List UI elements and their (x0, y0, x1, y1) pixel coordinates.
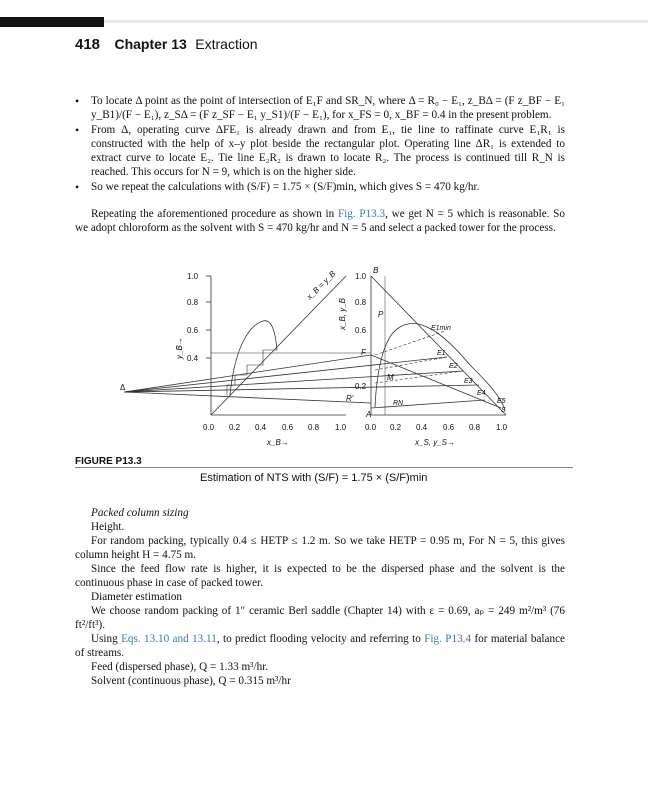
point-label: E1min (431, 325, 451, 332)
point-label: F (361, 348, 366, 357)
hypotenuse (371, 276, 506, 415)
tick-label: 0.2 (229, 423, 241, 432)
point-label: Δ (120, 383, 126, 392)
tick-label: 0.2 (355, 382, 367, 391)
binodal-curve (375, 323, 505, 410)
para-text: for material balance of streams. (75, 633, 566, 659)
paragraph: Solvent (continuous phase), Q = 0.315 m³/hr (91, 675, 291, 687)
figure-label: FIGURE P13.3 (75, 456, 142, 467)
point-label: E2 (449, 363, 458, 370)
operating-line (124, 392, 371, 403)
subheading: Height. (91, 521, 125, 533)
tick-label: 0.6 (355, 326, 367, 335)
point-label: E3 (464, 378, 473, 385)
chapter-label: Chapter 13 (114, 36, 187, 52)
tick-label: 0.8 (187, 298, 199, 307)
raffinate-line (371, 400, 485, 408)
figure-link[interactable]: Fig. P13.4 (424, 633, 472, 645)
tick-label: 1.0 (187, 272, 199, 281)
tick-label: 0.6 (443, 423, 455, 432)
diagonal-label: x_B = y_B (305, 269, 338, 302)
tick-label: 0.2 (390, 423, 402, 432)
tick-label: 1.0 (355, 272, 367, 281)
point-label: M (387, 373, 394, 382)
bullet-item: • So we repeat the calculations with (S/F) = 1.75 × (S/F)min, which gives S = 470 kg/hr. (75, 180, 565, 194)
packed-column-section (75, 506, 565, 688)
page-header (75, 36, 258, 54)
equation-link[interactable]: Eqs. 13.10 and 13.11 (121, 633, 217, 645)
para-text: , to predict flooding velocity and referring to (216, 633, 421, 645)
tick-label: 0.4 (416, 423, 428, 432)
figure-diagram (75, 255, 575, 455)
point-label: B (373, 266, 379, 275)
figure-link[interactable]: Fig. P13.3 (337, 208, 386, 220)
tick-label: 0.0 (203, 423, 215, 432)
subheading: Diameter estimation (91, 591, 183, 603)
left-x-label: x_B→ (267, 438, 289, 447)
bullet-list (75, 94, 565, 195)
point-label: E5 (497, 398, 506, 405)
right-x-label: x_S, y_S→ (415, 438, 456, 447)
figure-rule (75, 467, 573, 468)
paragraph: For random packing, typically 0.4 ≤ HETP ≤ 1.2 m. So we take HETP = 0.95 m, For N = 5, this gives column height H = 4.75 m. (75, 535, 565, 561)
tick-label: 0.6 (282, 423, 294, 432)
point-label: A (366, 410, 372, 419)
left-plot (206, 276, 346, 415)
tick-label: 0.4 (255, 423, 267, 432)
header-tab (0, 17, 104, 27)
tick-label: 0.4 (187, 354, 199, 363)
tick-label: 1.0 (335, 423, 347, 432)
point-label: RN (393, 400, 404, 407)
para-text: , we get N = 5 which is reasonable. So we adopt chloroform as the solvent with S = 470 kg/hr and N = 5 and select a packed tower for the process. (75, 208, 565, 234)
operating-line (124, 355, 371, 392)
left-y-label: y_B→ (175, 337, 184, 359)
tick-label: 1.0 (496, 423, 508, 432)
paragraph (75, 632, 565, 660)
section-heading: Packed column sizing (91, 507, 189, 519)
point-label: P (378, 310, 384, 319)
page-number: 418 (75, 36, 101, 53)
bullet-item: • To locate Δ point as the point of intersection of E₁F and SR_N, where Δ = R₀ − E₁, z_BΔ = (F z_BF − E₁ y_B1)/(F − E₁), z_SΔ = (F z_SF − E₁ y_S1)/(F − E₁), for x_FS = 0, x_BF = 0.4 in the present problem. (75, 94, 565, 122)
paragraph-repeat (75, 207, 565, 235)
tick-label: 0.8 (469, 423, 481, 432)
point-label: E4 (477, 390, 486, 397)
point-label: R' (346, 394, 354, 403)
para-text: Using (91, 633, 118, 645)
right-y-label: x_B, y_B (338, 297, 347, 330)
tick-label: 0.8 (355, 298, 367, 307)
bullet-item: • From Δ, operating curve ΔFE₁ is already drawn and from E₁, tie line to raffinate curve E₁R₁ is constructed with the help of x–y plot beside the rectangular plot. Operating line ΔR₁ is extended to extract curve to locate E₂. Tie line E₂R₂ is drawn to locate R₂. The process is continued till R_N is reached. This occurs for N = 9, which is on the higher side. (75, 123, 565, 179)
point-label: S (501, 407, 506, 414)
paragraph: Feed (dispersed phase), Q = 1.33 m³/hr. (91, 661, 269, 673)
paragraph: We choose random packing of 1″ ceramic Berl saddle (Chapter 14) with ε = 0.69, aₚ = 249 m²/m³ (76 ft²/ft³). (75, 605, 565, 631)
tick-label: 0.6 (187, 326, 199, 335)
chapter-title: Extraction (195, 36, 258, 52)
tick-label: 0.8 (308, 423, 320, 432)
tick-label: 0.0 (365, 423, 377, 432)
diagonal-line (211, 276, 346, 415)
para-text: Repeating the aforementioned procedure as shown in (91, 208, 335, 220)
point-label: E1 (437, 350, 446, 357)
figure-caption: Estimation of NTS with (S/F) = 1.75 × (S/F)min (200, 472, 428, 484)
paragraph: Since the feed flow rate is higher, it is expected to be the dispersed phase and the solvent is the continuous phase in case of packed tower. (75, 563, 565, 589)
